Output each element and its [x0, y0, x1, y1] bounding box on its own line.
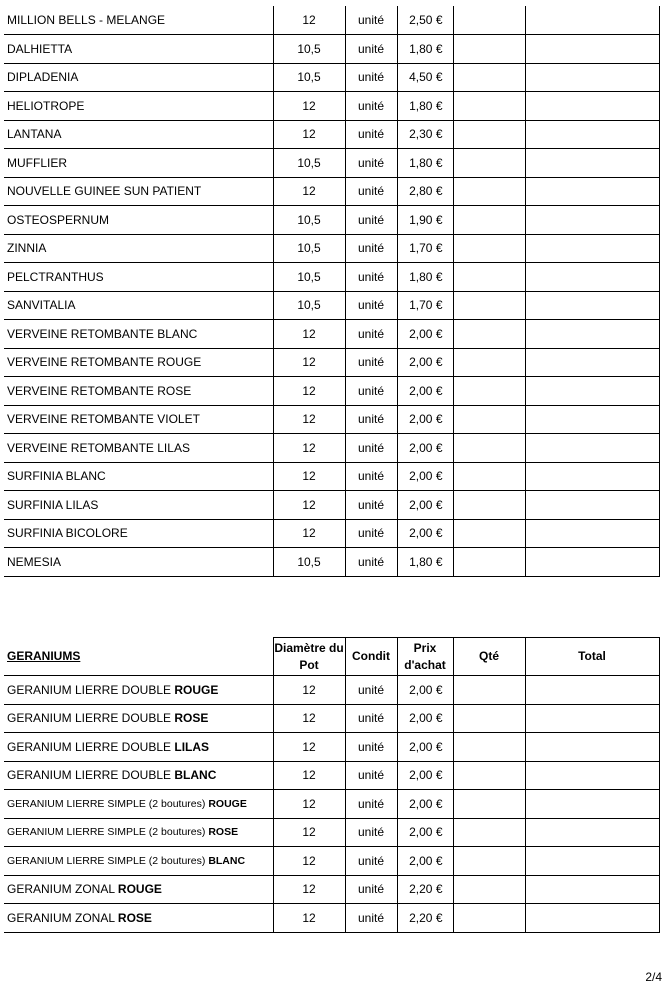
plant-name: SANVITALIA [4, 291, 273, 320]
purchase-price: 2,00 € [397, 434, 453, 463]
quantity-cell[interactable] [453, 206, 525, 235]
purchase-price: 2,00 € [397, 320, 453, 349]
section-title: GERANIUMS [4, 638, 273, 676]
header-total: Total [525, 638, 659, 676]
table-row [4, 320, 659, 349]
quantity-cell[interactable] [453, 733, 525, 762]
purchase-price: 1,90 € [397, 206, 453, 235]
condition: unité [345, 462, 397, 491]
table-row [4, 676, 659, 705]
header-condit: Condit [345, 638, 397, 676]
quantity-cell[interactable] [453, 320, 525, 349]
quantity-cell[interactable] [453, 676, 525, 705]
purchase-price: 1,80 € [397, 263, 453, 292]
plant-name: DALHIETTA [4, 35, 273, 64]
purchase-price: 1,70 € [397, 234, 453, 263]
purchase-price: 1,80 € [397, 149, 453, 178]
condition: unité [345, 519, 397, 548]
total-cell [525, 519, 659, 548]
geranium-name [4, 761, 273, 790]
quantity-cell[interactable] [453, 548, 525, 577]
condition: unité [345, 761, 397, 790]
condition: unité [345, 348, 397, 377]
purchase-price: 1,80 € [397, 35, 453, 64]
purchase-price: 2,00 € [397, 519, 453, 548]
total-cell [525, 35, 659, 64]
pot-diameter: 12 [273, 377, 345, 406]
pot-diameter: 12 [273, 92, 345, 121]
condition: unité [345, 35, 397, 64]
total-cell [525, 6, 659, 35]
plant-name: NEMESIA [4, 548, 273, 577]
table-row [4, 6, 659, 35]
quantity-cell[interactable] [453, 462, 525, 491]
pot-diameter: 10,5 [273, 263, 345, 292]
pot-diameter: 12 [273, 320, 345, 349]
plant-name: OSTEOSPERNUM [4, 206, 273, 235]
plant-name: VERVEINE RETOMBANTE ROSE [4, 377, 273, 406]
purchase-price: 2,00 € [397, 733, 453, 762]
pot-diameter: 12 [273, 761, 345, 790]
quantity-cell[interactable] [453, 35, 525, 64]
quantity-cell[interactable] [453, 348, 525, 377]
table-row [4, 263, 659, 292]
total-cell [525, 206, 659, 235]
geranium-name-prefix: GERANIUM LIERRE DOUBLE [7, 768, 175, 783]
table-row [4, 206, 659, 235]
quantity-cell[interactable] [453, 704, 525, 733]
quantity-cell[interactable] [453, 263, 525, 292]
pot-diameter: 10,5 [273, 206, 345, 235]
pot-diameter: 12 [273, 733, 345, 762]
geranium-color: ROSE [117, 910, 152, 925]
geraniums-table [4, 637, 660, 933]
geranium-name [4, 875, 273, 904]
condition: unité [345, 177, 397, 206]
table-row [4, 491, 659, 520]
condition: unité [345, 291, 397, 320]
table-row [4, 519, 659, 548]
condition: unité [345, 904, 397, 933]
table-row [4, 733, 659, 762]
geranium-color: ROUGE [208, 797, 247, 810]
total-cell [525, 847, 659, 876]
geranium-name-prefix: GERANIUM LIERRE SIMPLE (2 boutures) [7, 854, 209, 867]
pot-diameter: 12 [273, 818, 345, 847]
geranium-name-prefix: GERANIUM LIERRE SIMPLE (2 boutures) [7, 826, 209, 839]
pot-diameter: 10,5 [273, 149, 345, 178]
pot-diameter: 10,5 [273, 234, 345, 263]
total-cell [525, 434, 659, 463]
pot-diameter: 12 [273, 348, 345, 377]
condition: unité [345, 234, 397, 263]
pot-diameter: 10,5 [273, 63, 345, 92]
total-cell [525, 348, 659, 377]
quantity-cell[interactable] [453, 6, 525, 35]
condition: unité [345, 263, 397, 292]
condition: unité [345, 704, 397, 733]
geranium-name [4, 676, 273, 705]
plant-name: DIPLADENIA [4, 63, 273, 92]
condition: unité [345, 320, 397, 349]
table-row [4, 348, 659, 377]
condition: unité [345, 847, 397, 876]
pot-diameter: 12 [273, 519, 345, 548]
total-cell [525, 320, 659, 349]
purchase-price: 2,00 € [397, 377, 453, 406]
table-row [4, 904, 659, 933]
purchase-price: 2,00 € [397, 790, 453, 819]
pot-diameter: 12 [273, 462, 345, 491]
plant-name: VERVEINE RETOMBANTE LILAS [4, 434, 273, 463]
page-number: 2/4 [645, 970, 662, 984]
geranium-name [4, 790, 273, 819]
total-cell [525, 818, 659, 847]
geranium-name [4, 847, 273, 876]
pot-diameter: 10,5 [273, 35, 345, 64]
condition: unité [345, 548, 397, 577]
pot-diameter: 12 [273, 904, 345, 933]
purchase-price: 2,50 € [397, 6, 453, 35]
table-row [4, 120, 659, 149]
geranium-name [4, 733, 273, 762]
purchase-price: 2,00 € [397, 462, 453, 491]
table-row [4, 761, 659, 790]
header-prix: Prix d'achat [397, 638, 453, 676]
pot-diameter: 10,5 [273, 548, 345, 577]
pot-diameter: 12 [273, 704, 345, 733]
purchase-price: 4,50 € [397, 63, 453, 92]
geranium-color: BLANC [208, 854, 246, 867]
total-cell [525, 462, 659, 491]
purchase-price: 2,00 € [397, 676, 453, 705]
total-cell [525, 149, 659, 178]
total-cell [525, 704, 659, 733]
quantity-cell[interactable] [453, 177, 525, 206]
quantity-cell[interactable] [453, 491, 525, 520]
geraniums-header-row [4, 638, 659, 676]
total-cell [525, 263, 659, 292]
table-row [4, 92, 659, 121]
condition: unité [345, 818, 397, 847]
condition: unité [345, 6, 397, 35]
plant-name: SURFINIA BICOLORE [4, 519, 273, 548]
condition: unité [345, 434, 397, 463]
total-cell [525, 291, 659, 320]
quantity-cell[interactable] [453, 434, 525, 463]
plant-name: ZINNIA [4, 234, 273, 263]
quantity-cell[interactable] [453, 92, 525, 121]
condition: unité [345, 875, 397, 904]
table-row [4, 149, 659, 178]
plant-name: HELIOTROPE [4, 92, 273, 121]
pot-diameter: 10,5 [273, 291, 345, 320]
pot-diameter: 12 [273, 177, 345, 206]
table-row [4, 291, 659, 320]
quantity-cell[interactable] [453, 818, 525, 847]
pot-diameter: 12 [273, 875, 345, 904]
geranium-name-prefix: GERANIUM LIERRE DOUBLE [7, 711, 175, 726]
geranium-name-prefix: GERANIUM LIERRE DOUBLE [7, 682, 175, 697]
plant-name: VERVEINE RETOMBANTE VIOLET [4, 405, 273, 434]
pot-diameter: 12 [273, 405, 345, 434]
table-row [4, 548, 659, 577]
purchase-price: 2,00 € [397, 491, 453, 520]
total-cell [525, 234, 659, 263]
total-cell [525, 92, 659, 121]
plant-name: LANTANA [4, 120, 273, 149]
pot-diameter: 12 [273, 847, 345, 876]
condition: unité [345, 120, 397, 149]
geranium-name [4, 818, 273, 847]
quantity-cell[interactable] [453, 761, 525, 790]
total-cell [525, 63, 659, 92]
total-cell [525, 733, 659, 762]
table-row [4, 818, 659, 847]
header-diametre: Diamètre du Pot [273, 638, 345, 676]
plant-name: MUFFLIER [4, 149, 273, 178]
purchase-price: 2,80 € [397, 177, 453, 206]
plant-name: PELCTRANTHUS [4, 263, 273, 292]
table-row [4, 462, 659, 491]
total-cell [525, 790, 659, 819]
table-row [4, 234, 659, 263]
total-cell [525, 875, 659, 904]
pot-diameter: 12 [273, 120, 345, 149]
plant-name: SURFINIA LILAS [4, 491, 273, 520]
total-cell [525, 548, 659, 577]
condition: unité [345, 676, 397, 705]
total-cell [525, 491, 659, 520]
purchase-price: 2,20 € [397, 875, 453, 904]
total-cell [525, 676, 659, 705]
purchase-price: 2,00 € [397, 405, 453, 434]
condition: unité [345, 92, 397, 121]
table-row [4, 704, 659, 733]
plant-name: MILLION BELLS - MELANGE [4, 6, 273, 35]
quantity-cell[interactable] [453, 291, 525, 320]
pot-diameter: 12 [273, 790, 345, 819]
condition: unité [345, 149, 397, 178]
geranium-name-prefix: GERANIUM LIERRE DOUBLE [7, 739, 175, 754]
geranium-name-prefix: GERANIUM ZONAL [7, 882, 118, 897]
condition: unité [345, 377, 397, 406]
geranium-color: ROSE [208, 826, 239, 839]
condition: unité [345, 491, 397, 520]
purchase-price: 1,80 € [397, 548, 453, 577]
pot-diameter: 12 [273, 491, 345, 520]
geranium-name [4, 704, 273, 733]
purchase-price: 2,00 € [397, 818, 453, 847]
purchase-price: 1,80 € [397, 92, 453, 121]
geranium-color: BLANC [174, 768, 217, 783]
plant-name: VERVEINE RETOMBANTE BLANC [4, 320, 273, 349]
total-cell [525, 120, 659, 149]
geranium-color: ROSE [174, 711, 209, 726]
quantity-cell[interactable] [453, 234, 525, 263]
plant-name: VERVEINE RETOMBANTE ROUGE [4, 348, 273, 377]
geranium-name-prefix: GERANIUM LIERRE SIMPLE (2 boutures) [7, 797, 209, 810]
table-row [4, 875, 659, 904]
condition: unité [345, 63, 397, 92]
table-row [4, 790, 659, 819]
purchase-price: 2,00 € [397, 348, 453, 377]
quantity-cell[interactable] [453, 875, 525, 904]
table-row [4, 405, 659, 434]
purchase-price: 1,70 € [397, 291, 453, 320]
quantity-cell[interactable] [453, 120, 525, 149]
geranium-name [4, 904, 273, 933]
table-row [4, 177, 659, 206]
purchase-price: 2,20 € [397, 904, 453, 933]
total-cell [525, 405, 659, 434]
header-qte: Qté [453, 638, 525, 676]
quantity-cell[interactable] [453, 149, 525, 178]
condition: unité [345, 790, 397, 819]
geranium-color: LILAS [174, 739, 210, 754]
geranium-name-prefix: GERANIUM ZONAL [7, 910, 118, 925]
quantity-cell[interactable] [453, 904, 525, 933]
geranium-color: ROUGE [117, 882, 162, 897]
plant-name: SURFINIA BLANC [4, 462, 273, 491]
plants-table [4, 6, 660, 577]
pot-diameter: 12 [273, 676, 345, 705]
table-row [4, 63, 659, 92]
table-row [4, 434, 659, 463]
pot-diameter: 12 [273, 6, 345, 35]
total-cell [525, 904, 659, 933]
pot-diameter: 12 [273, 434, 345, 463]
purchase-price: 2,00 € [397, 847, 453, 876]
total-cell [525, 761, 659, 790]
condition: unité [345, 206, 397, 235]
purchase-price: 2,00 € [397, 761, 453, 790]
table-row [4, 377, 659, 406]
quantity-cell[interactable] [453, 847, 525, 876]
quantity-cell[interactable] [453, 405, 525, 434]
geranium-color: ROUGE [174, 682, 219, 697]
quantity-cell[interactable] [453, 377, 525, 406]
quantity-cell[interactable] [453, 790, 525, 819]
table-row [4, 847, 659, 876]
plant-name: NOUVELLE GUINEE SUN PATIENT [4, 177, 273, 206]
purchase-price: 2,00 € [397, 704, 453, 733]
table-row [4, 35, 659, 64]
quantity-cell[interactable] [453, 519, 525, 548]
condition: unité [345, 733, 397, 762]
condition: unité [345, 405, 397, 434]
total-cell [525, 177, 659, 206]
total-cell [525, 377, 659, 406]
purchase-price: 2,30 € [397, 120, 453, 149]
quantity-cell[interactable] [453, 63, 525, 92]
